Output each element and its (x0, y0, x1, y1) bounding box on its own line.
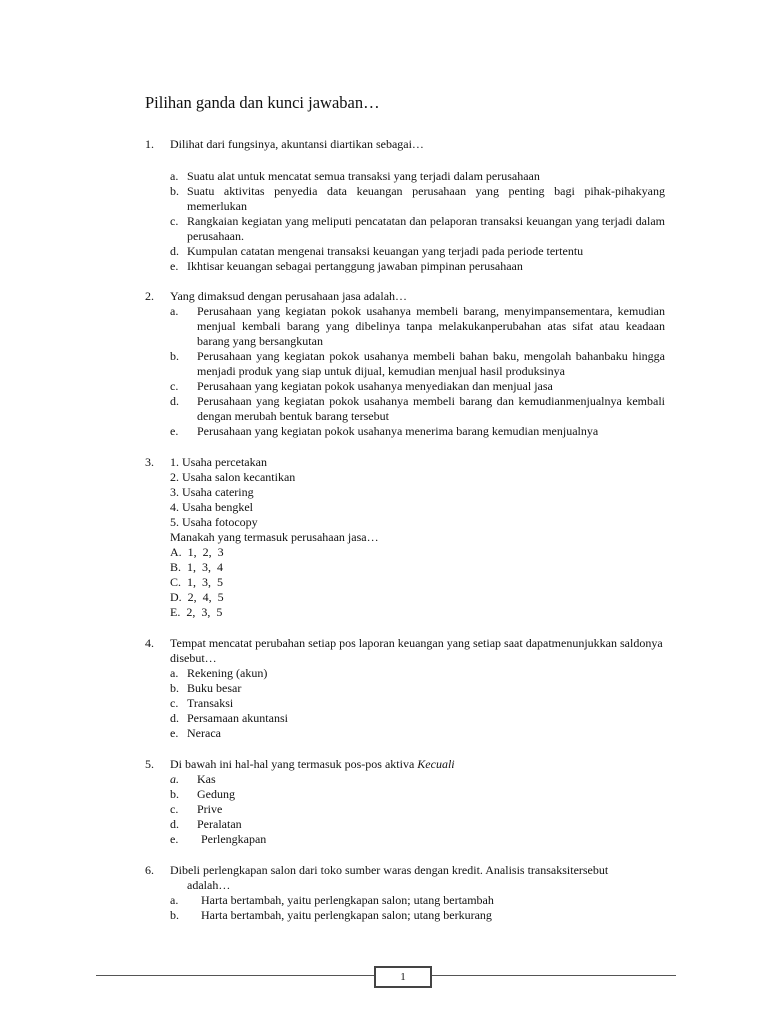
option-d (170, 394, 665, 424)
option-a (170, 169, 665, 184)
option-b (170, 681, 665, 696)
question-number: 3. (145, 455, 154, 469)
page-number: 1 (374, 966, 432, 988)
option-text: Suatu alat untuk mencatat semua transaksi yang terjadi dalam perusahaan (187, 169, 540, 183)
option-text: Rekening (akun) (187, 666, 268, 680)
option-letter: e. (170, 726, 179, 740)
option-letter: b. (170, 681, 179, 695)
option-text: Prive (197, 802, 223, 816)
choice-b: B. 1, 3, 4 (170, 560, 224, 574)
question-stem (170, 757, 665, 772)
option-e (170, 726, 665, 741)
option-letter: a. (170, 304, 179, 318)
question-number: 4. (145, 636, 154, 650)
question-3 (145, 455, 665, 620)
option-letter: e. (170, 424, 179, 438)
stem-emphasis: Kecuali (417, 757, 455, 771)
option-text: Perusahaan yang kegiatan pokok usahanya menyediakan dan menjual jasa (197, 379, 553, 393)
option-a (170, 304, 665, 349)
option-letter: c. (170, 802, 179, 816)
question-number: 6. (145, 863, 154, 877)
option-letter: d. (170, 244, 179, 258)
list-item: 5. Usaha fotocopy (170, 515, 258, 529)
option-letter: a. (170, 772, 179, 786)
option-text: Kumpulan catatan mengenai transaksi keuangan yang terjadi pada periode tertentu (187, 244, 584, 258)
option-text: Perusahaan yang kegiatan pokok usahanya menerima barang kemudian menjualnya (197, 424, 599, 438)
list-item: 1. Usaha percetakan (170, 455, 267, 469)
question-1 (145, 137, 665, 274)
option-b (170, 184, 665, 214)
option-text: Kas (197, 772, 216, 786)
option-text: Gedung (197, 787, 235, 801)
stem-text: Di bawah ini hal-hal yang termasuk pos-pos aktiva (170, 757, 415, 771)
question-6 (145, 863, 665, 923)
option-letter: c. (170, 379, 179, 393)
option-e (170, 259, 665, 274)
option-letter: c. (170, 214, 179, 228)
question-number: 2. (145, 289, 154, 303)
option-text: Harta bertambah, yaitu perlengkapan salon; utang bertambah (201, 893, 494, 907)
choice-e: E. 2, 3, 5 (170, 605, 223, 619)
option-d (170, 817, 665, 832)
option-letter: b. (170, 908, 179, 922)
option-letter: a. (170, 666, 179, 680)
option-text: Ikhtisar keuangan sebagai pertanggung jawaban pimpinan perusahaan (187, 259, 523, 273)
option-a (170, 666, 665, 681)
question-stem: Dibeli perlengkapan salon dari toko sumber waras dengan kredit. Analisis transaksitersebut (170, 863, 609, 877)
option-c (170, 214, 665, 244)
option-b (170, 787, 665, 802)
option-letter: b. (170, 787, 179, 801)
option-letter: c. (170, 696, 179, 710)
option-b (170, 349, 665, 379)
option-c (170, 696, 665, 711)
option-c (170, 379, 665, 394)
option-d (170, 244, 665, 259)
option-b (170, 908, 665, 923)
question-number: 1. (145, 137, 154, 151)
question-number: 5. (145, 757, 154, 771)
option-text: Rangkaian kegiatan yang meliputi pencatatan dan pelaporan transaksi keuangan yang terjadi dalam perusahaan. (187, 214, 665, 243)
option-text: Perusahaan yang kegiatan pokok usahanya membeli bahan baku, mengolah bahanbaku hingga menjadi produk yang siap untuk dijual, kemudian menjual hasil produksinya (197, 349, 665, 378)
list-item: 3. Usaha catering (170, 485, 254, 499)
choice-a: A. 1, 2, 3 (170, 545, 224, 559)
question-5 (145, 757, 665, 847)
option-text: Harta bertambah, yaitu perlengkapan salon; utang berkurang (201, 908, 492, 922)
option-letter: a. (170, 893, 179, 907)
list-item: 2. Usaha salon kecantikan (170, 470, 296, 484)
question-stem: Dilihat dari fungsinya, akuntansi diartikan sebagai… (170, 137, 424, 151)
option-letter: e. (170, 259, 179, 273)
option-text: Suatu aktivitas penyedia data keuangan perusahaan yang penting bagi pihak-pihakyang memerlukan (187, 184, 665, 213)
option-e (170, 832, 665, 847)
choice-d: D. 2, 4, 5 (170, 590, 224, 604)
question-stem: Tempat mencatat perubahan setiap pos laporan keuangan yang setiap saat dapatmenunjukkan saldonya disebut… (170, 636, 663, 665)
option-a (170, 893, 665, 908)
option-e (170, 424, 665, 439)
option-letter: d. (170, 394, 179, 408)
option-a (170, 772, 665, 787)
question-4 (145, 636, 665, 741)
option-text: Neraca (187, 726, 221, 740)
question-stem: Yang dimaksud dengan perusahaan jasa adalah… (170, 289, 408, 303)
option-letter: d. (170, 817, 179, 831)
page-title: Pilihan ganda dan kunci jawaban… (145, 93, 380, 112)
list-item: 4. Usaha bengkel (170, 500, 253, 514)
option-letter: a. (170, 169, 179, 183)
option-c (170, 802, 665, 817)
option-letter: e. (170, 832, 179, 846)
option-letter: b. (170, 349, 179, 363)
option-text: Persamaan akuntansi (187, 711, 288, 725)
option-letter: b. (170, 184, 179, 198)
question-2 (145, 289, 665, 439)
option-d (170, 711, 665, 726)
option-text: Perusahaan yang kegiatan pokok usahanya membeli barang dan kemudianmenjualnya kembali dengan merubah bentuk barang tersebut (197, 394, 665, 423)
option-text: Peralatan (197, 817, 242, 831)
option-text: Buku besar (187, 681, 242, 695)
choice-c: C. 1, 3, 5 (170, 575, 224, 589)
option-text: Perusahaan yang kegiatan pokok usahanya membeli barang, menyimpansementara, kemudian menjual kembali barang yang dibelinya tanpa melakukanperubahan atas sifat atau keadaan barang yang bersangkutan (197, 304, 665, 348)
option-letter: d. (170, 711, 179, 725)
option-text: Transaksi (187, 696, 234, 710)
question-stem: Manakah yang termasuk perusahaan jasa… (170, 530, 379, 544)
option-text: Perlengkapan (201, 832, 267, 846)
question-stem-cont: adalah… (187, 878, 231, 892)
